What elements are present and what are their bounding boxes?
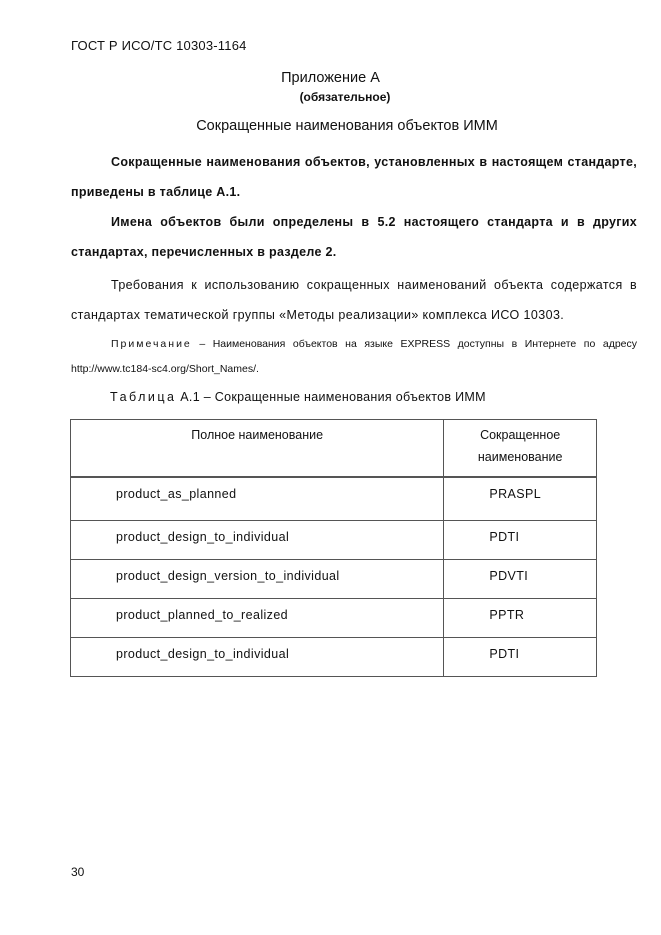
table-row [71, 638, 597, 677]
header-short-name [444, 420, 597, 478]
appendix-title: Приложение А [281, 70, 380, 86]
table-row [71, 599, 597, 638]
table-row [71, 477, 597, 521]
short-name-cell: PDTI [444, 638, 597, 677]
abbreviations-table [70, 419, 597, 677]
paragraph-2: Имена объектов были определены в 5.2 настоящего стандарта и в других стандартах, перечисленных в разделе 2. [71, 215, 637, 259]
short-name-cell: PPTR [444, 599, 597, 638]
appendix-subtitle: (обязательное) [299, 90, 391, 104]
header-short-name-line1: Сокращенное [480, 428, 561, 442]
full-name-cell: product_design_version_to_individual [71, 560, 444, 599]
document-header: ГОСТ Р ИСО/ТС 10303-1164 [71, 38, 247, 53]
note-text: – Наименования объектов на языке EXPRESS доступны в Интернете по адресу http://www.tc184-sc4.org/Short_Names/. [71, 338, 637, 375]
table-caption-text: А.1 – Сокращенные наименования объектов ИММ [176, 390, 486, 404]
short-name-cell: PRASPL [444, 477, 597, 521]
note [71, 332, 637, 382]
header-short-name-line2: наименование [477, 450, 563, 464]
table-caption-label: Таблица [110, 390, 177, 404]
page-number: 30 [71, 865, 85, 879]
paragraph-1: Сокращенные наименования объектов, установленных в настоящем стандарте, приведены в таблице А.1. [71, 155, 637, 199]
full-name-cell: product_planned_to_realized [71, 599, 444, 638]
paragraph-3: Требования к использованию сокращенных наименований объекта содержатся в стандартах тематической группы «Методы реализации» комплекса ИСО 10303. [71, 278, 637, 322]
note-label: Примечание [111, 338, 192, 350]
full-name-cell: product_as_planned [71, 477, 444, 521]
section-title: Сокращенные наименования объектов ИММ [196, 118, 498, 134]
table-header-row [71, 420, 597, 478]
full-name-cell: product_design_to_individual [71, 521, 444, 560]
short-name-cell: PDVTI [444, 560, 597, 599]
table-row [71, 521, 597, 560]
table-caption [110, 390, 486, 404]
header-full-name: Полное наименование [71, 420, 444, 478]
full-name-cell: product_design_to_individual [71, 638, 444, 677]
table-row [71, 560, 597, 599]
short-name-cell: PDTI [444, 521, 597, 560]
